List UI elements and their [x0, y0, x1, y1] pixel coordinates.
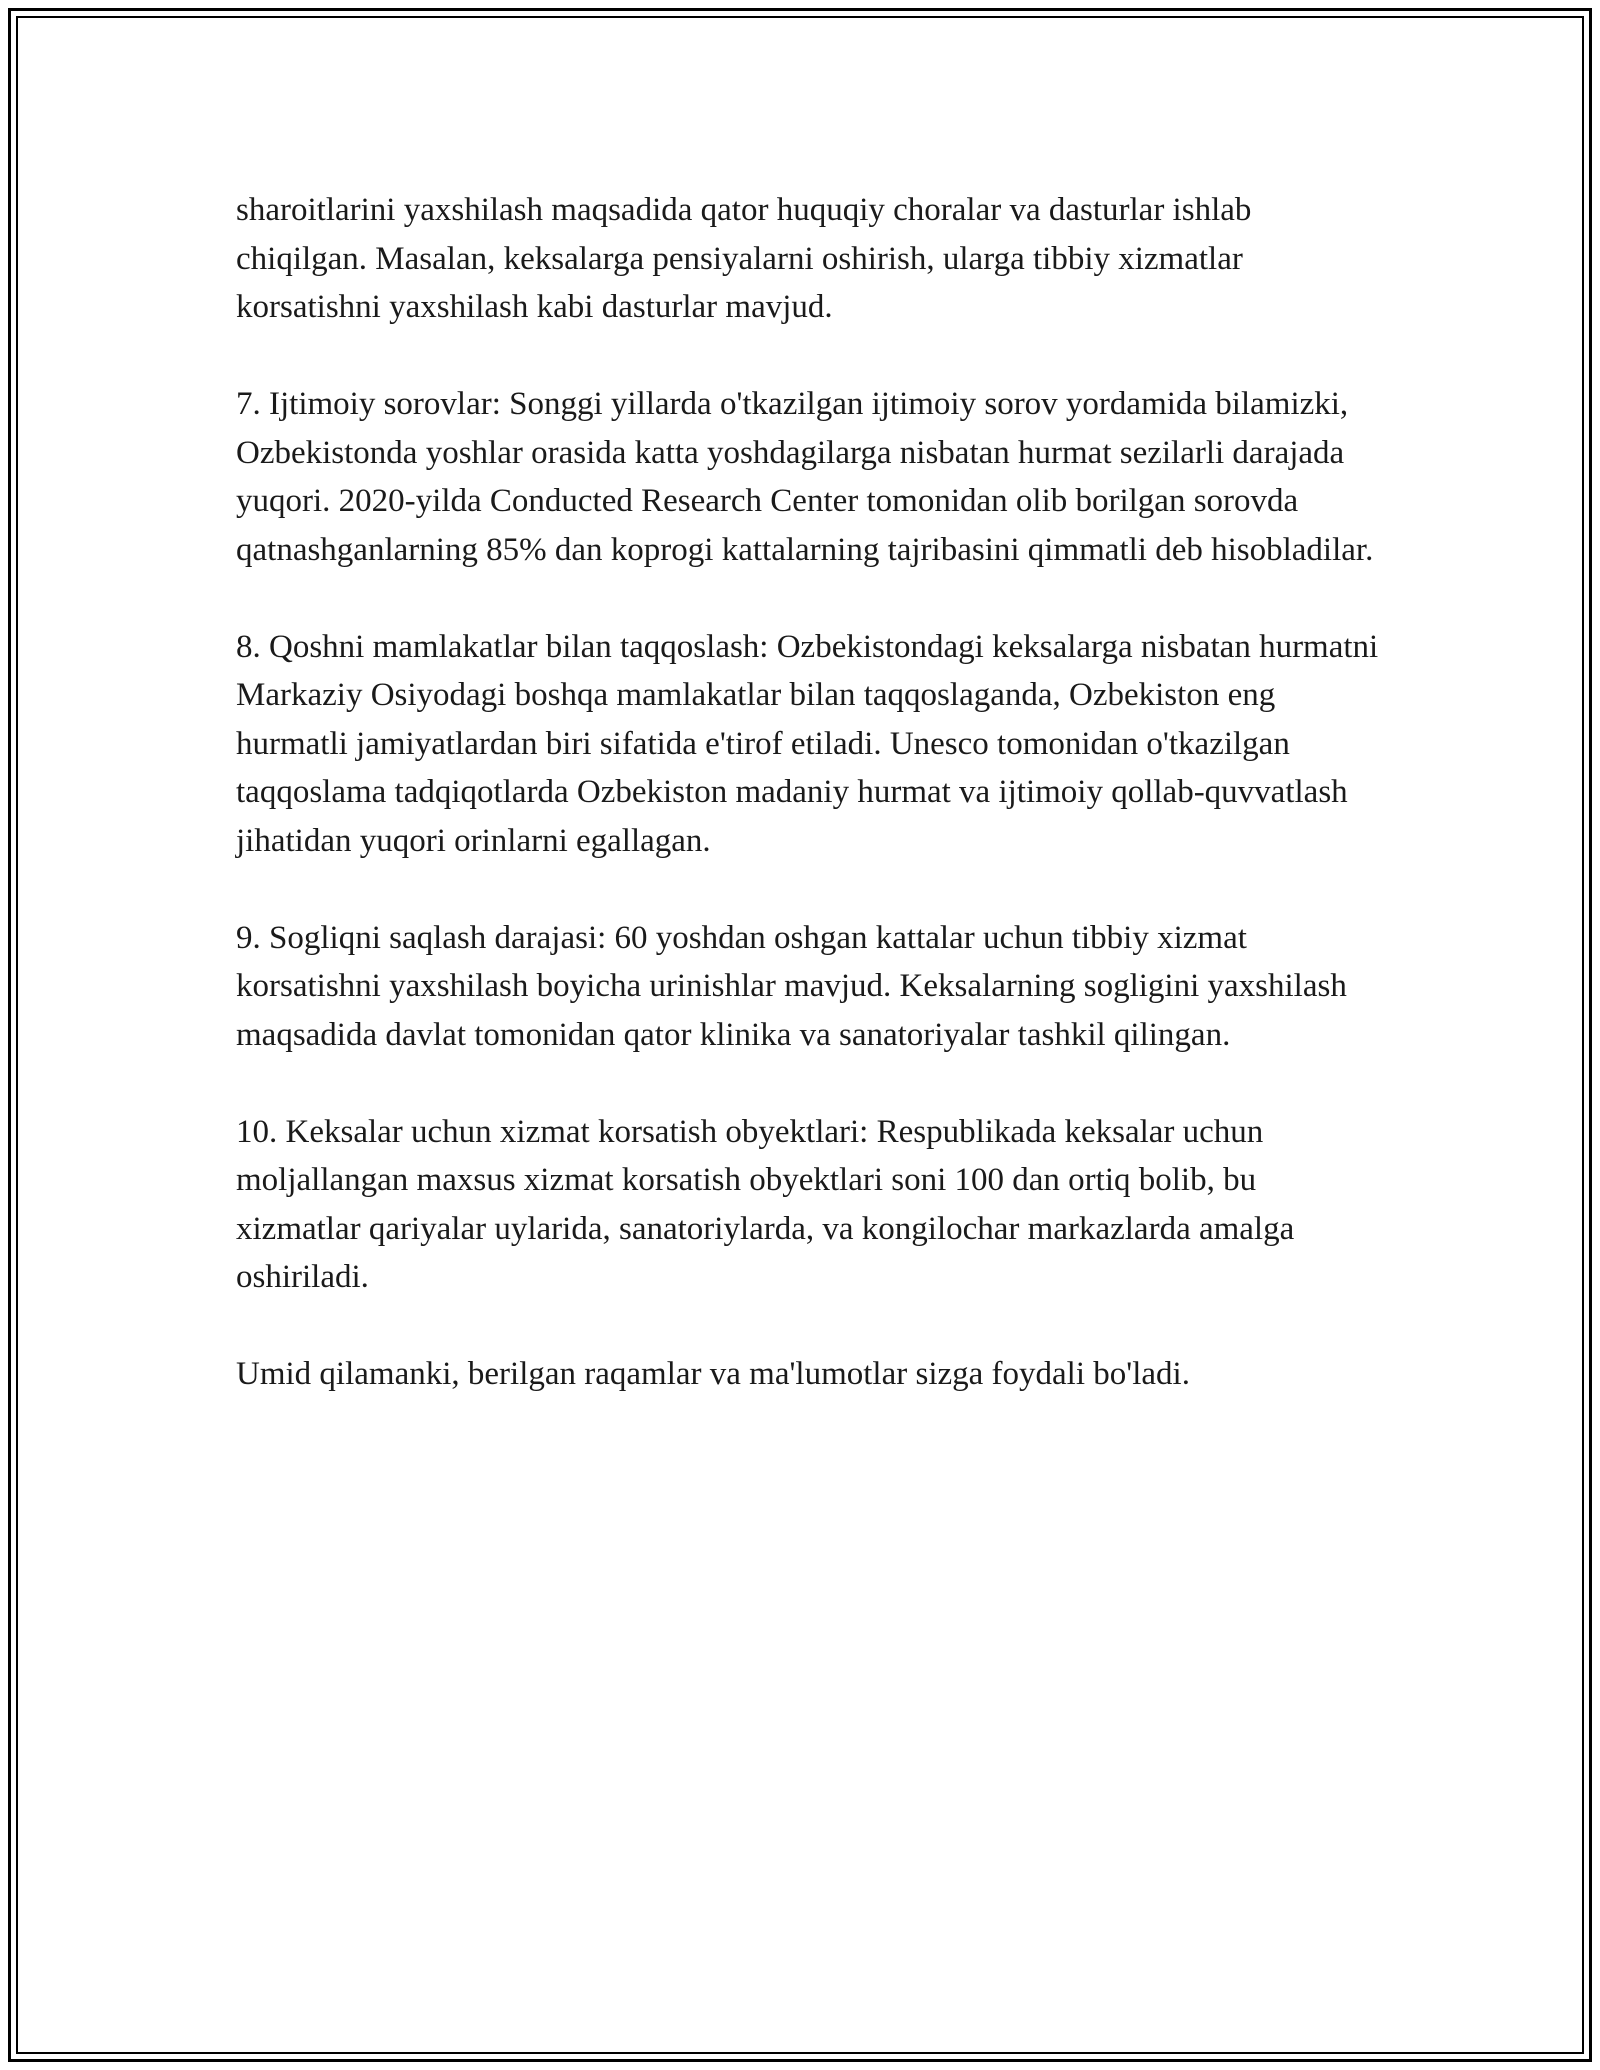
- paragraph-intro-continuation: sharoitlarini yaxshilash maqsadida qator huquqiy choralar va dasturlar ishlab chiqilgan. Masalan, keksalarga pensiyalarni oshirish, ularga tibbiy xizmatlar korsatishni yaxshilash kabi dasturlar mavjud.: [236, 192, 1252, 325]
- paragraph-item-9-healthcare-level: 9. Sogliqni saqlash darajasi: 60 yoshdan oshgan kattalar uchun tibbiy xizmat korsatishni yaxshilash boyicha urinishlar mavjud. Keksalarning sogligini yaxshilash maqsadida davlat tomonidan qator klinika va sanatoriyalar tashkil qilingan.: [236, 919, 1347, 1053]
- paragraph-item-8-neighbor-comparison: 8. Qoshni mamlakatlar bilan taqqoslash: Ozbekistondagi keksalarga nisbatan hurmatni Markaziy Osiyodagi boshqa mamlakatlar bilan taqqoslaganda, Ozbekiston eng hurmatli jamiyatlardan biri sifatida e'tirof etiladi. Unesco tomonidan o'tkazilgan taqqoslama tadqiqotlarda Ozbekiston madaniy hurmat va ijtimoiy qollab-quvvatlash jihatidan yuqori orinlarni egallagan.: [236, 628, 1379, 859]
- paragraph-item-10-service-facilities: 10. Keksalar uchun xizmat korsatish obyektlari: Respublikada keksalar uchun moljallangan maxsus xizmat korsatish obyektlari soni 100 dan ortiq bolib, bu xizmatlar qariyalar uylarida, sanatoriylarda, va kongilochar markazlarda amalga oshiriladi.: [236, 1113, 1295, 1295]
- paragraph-item-7-social-surveys: 7. Ijtimoiy sorovlar: Songgi yillarda o'tkazilgan ijtimoiy sorov yordamida bilamizki, Ozbekistonda yoshlar orasida katta yoshdagilarga nisbatan hurmat sezilarli darajada yuqori. 2020-yilda Conducted Research Center tomonidan olib borilgan sorovda qatnashganlarning 85% dan koprogi kattalarning tajribasini qimmatli deb hisobladilar.: [236, 386, 1374, 568]
- paragraph-closing: Umid qilamanki, berilgan raqamlar va ma'lumotlar sizga foydali bo'ladi.: [236, 1356, 1190, 1392]
- document-body: [236, 186, 1386, 1399]
